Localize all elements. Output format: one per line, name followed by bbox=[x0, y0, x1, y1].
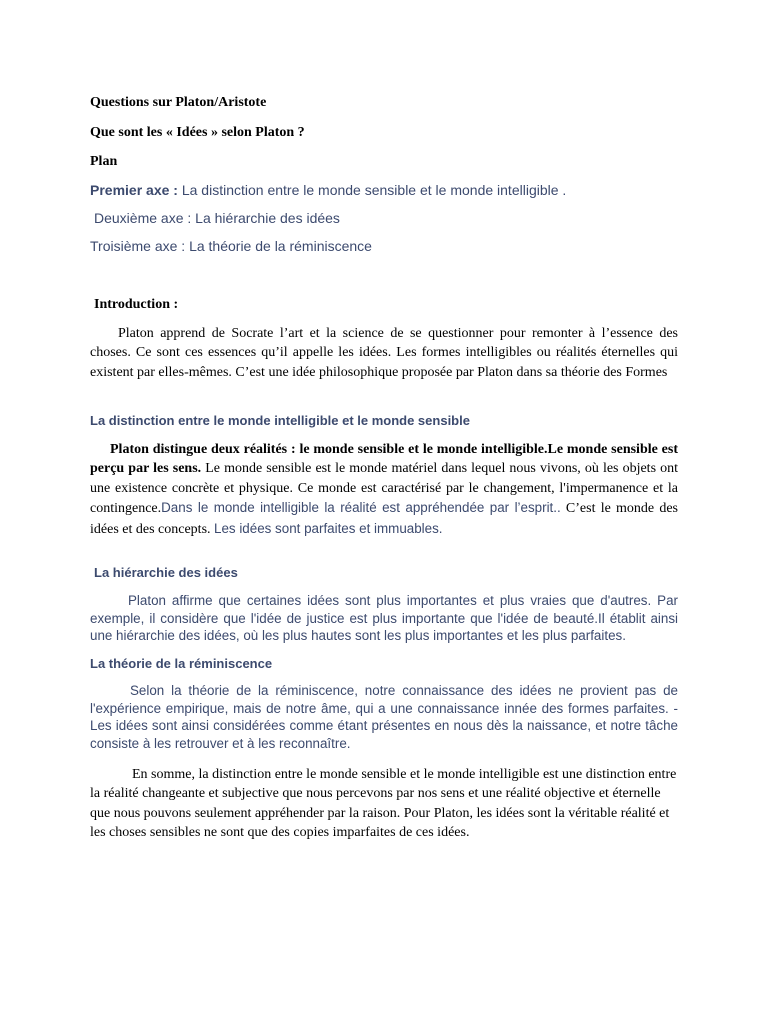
section-2-heading: La hiérarchie des idées bbox=[94, 565, 238, 580]
section-1-text-d: Les idées sont parfaites et immuables. bbox=[214, 520, 443, 536]
document-title: Questions sur Platon/Aristote bbox=[90, 95, 267, 110]
plan-axis-2-text: La hiérarchie des idées bbox=[191, 210, 340, 226]
section-2-paragraph: Platon affirme que certaines idées sont plus importantes et plus vraies que d'autres. Par exemple, il considère que l'idée de justice est plus importante que l'idée de beauté.Il établit ainsi une hiérarchie des idées, où les plus hautes sont les plus importantes et les plus parfaites. bbox=[90, 593, 678, 644]
section-1-text-a: Le monde sensible est le monde matériel dans lequel nous vivons, où les objets ont une existence concrète et physique. Ce monde est caractérisé par le changement, l'impermanence et la contingence. bbox=[90, 461, 678, 517]
plan-heading: Plan bbox=[90, 154, 118, 169]
section-1-text-b: Dans le monde intelligible la réalité est appréhendée par l’esprit.. bbox=[161, 500, 561, 516]
plan-axis-3-label: Troisième axe : bbox=[90, 238, 186, 254]
section-3-heading: La théorie de la réminiscence bbox=[90, 656, 273, 671]
section-1-text-c: C’est le monde des idées et des concepts. bbox=[90, 501, 678, 537]
section-3-text-2: - Les idées sont ainsi considérées comme étant présentes en nous dès la naissance, et notre tâche consiste à les retrouver et à les reconnaître. bbox=[90, 700, 678, 751]
plan-axis-3 bbox=[90, 237, 678, 255]
section-3-text: Selon la théorie de la réminiscence, notre connaissance des idées ne provient pas de l'expérience empirique, mais de notre âme, qui a une connaissance innée des formes parfaites. bbox=[90, 683, 678, 716]
main-question: Que sont les « Idées » selon Platon ? bbox=[90, 125, 305, 140]
section-1-heading: La distinction entre le monde intelligible et le monde sensible bbox=[90, 413, 470, 428]
plan-axis-1 bbox=[90, 181, 678, 199]
plan-axis-1-text: La distinction entre le monde sensible et le monde intelligible . bbox=[177, 182, 567, 198]
section-3-paragraph bbox=[90, 682, 678, 752]
introduction-heading: Introduction : bbox=[94, 297, 179, 312]
section-1-bold-text: Platon distingue deux réalités : le monde sensible et le monde intelligible.Le monde sensible est perçu par les sens. bbox=[90, 442, 678, 477]
plan-axis-1-label: Premier axe : bbox=[90, 182, 178, 198]
conclusion-paragraph: En somme, la distinction entre le monde sensible et le monde intelligible est une distinction entre la réalité changeante et subjective que nous percevons par nos sens et une réalité objective et éternelle que nous pouvons seulement appréhender par la raison. Pour Platon, les idées sont la véritable réalité et les choses sensibles ne sont que des copies imparfaites de ces idées. bbox=[90, 767, 677, 841]
plan-axis-3-text: La théorie de la réminiscence bbox=[185, 238, 372, 254]
plan-axis-2 bbox=[94, 209, 682, 227]
introduction-paragraph: Platon apprend de Socrate l’art et la science de se questionner pour remonter à l’essence des choses. Ce sont ces essences qu’il appelle les idées. Les formes intelligibles ou réalités éternelles qui existent par elles-mêmes. C’est une idée philosophique proposée par Platon dans sa théorie des Formes bbox=[90, 326, 678, 380]
section-1-paragraph bbox=[90, 440, 678, 539]
plan-axis-2-label: Deuxième axe : bbox=[94, 210, 192, 226]
